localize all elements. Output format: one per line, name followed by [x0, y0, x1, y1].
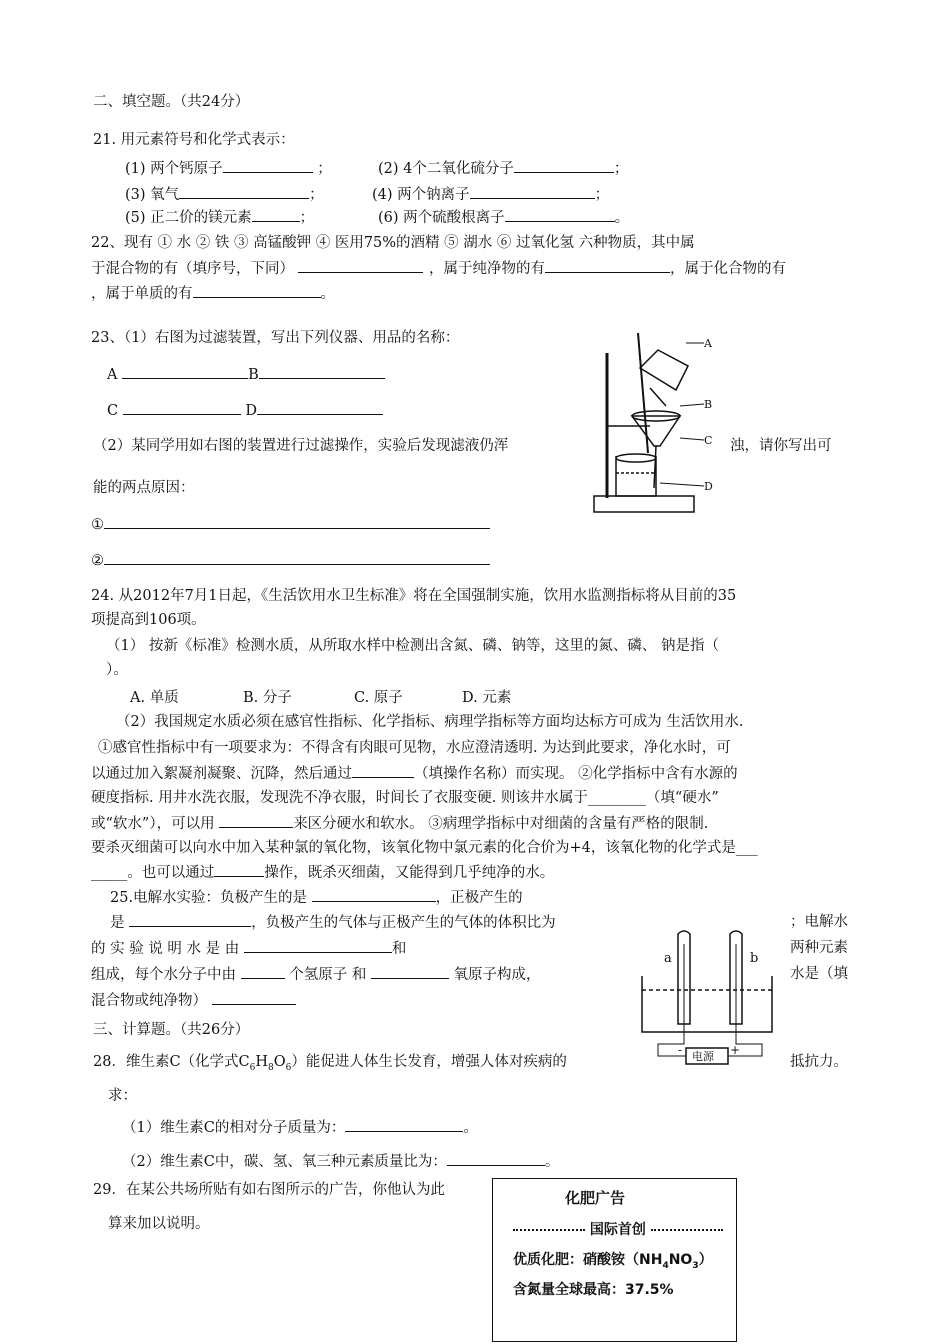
q25-line-2-end: ；电解水 [790, 914, 848, 930]
q24-line-9: 或“软水”），可以用 来区分硬水和软水。 ③病理学指标中对细菌的含量有严格的限制. [91, 813, 708, 834]
dotted-line [651, 1229, 723, 1231]
q25-line-4-end: 水是（填 [790, 966, 848, 982]
q23-part2-cont: 浊，请你写出可 [730, 438, 832, 454]
q24-line-5: （2）我国规定水质必须在感官性指标、化学指标、病理学指标等方面均达标方可成为 生活饮用水. [116, 714, 744, 730]
q24-line-3: （1） 按新《标准》检测水质，从所取水样中检测出含氮、磷、钠等，这里的氮、磷、 钠是指（ [106, 638, 719, 654]
q25-line-4: 组成，每个水分子中由 个氢原子 和 氧原子构成， [91, 964, 541, 985]
plus-sign: + [730, 1043, 741, 1057]
q25-line-3: 的 实 验 说 明 水 是 由 和 [91, 938, 406, 959]
q24-line-4: ）。 [106, 662, 128, 678]
blank[interactable] [179, 184, 309, 199]
q28-part-1: （1）维生素C的相对分子质量为： 。 [122, 1117, 478, 1138]
q21-item-6: (6) 两个硫酸根离子 。 [378, 207, 629, 228]
blank[interactable] [123, 400, 241, 415]
blank[interactable] [212, 990, 296, 1005]
q24-line-7: 以通过加入絮凝剂凝聚、沉降，然后通过 （填操作名称）而实现。 ②化学指标中含有水源的 [91, 763, 738, 784]
label-d: D [704, 480, 713, 493]
blank[interactable] [104, 550, 490, 565]
blank[interactable] [345, 1117, 463, 1132]
q23-part2-end: 能的两点原因： [93, 480, 195, 496]
label-b: b [750, 951, 759, 966]
q28-part-2: （2）维生素C中，碳、氢、氧三种元素质量比为： 。 [122, 1151, 559, 1172]
q24-option-c: C. 原子 [354, 690, 403, 706]
section-title-calculation: 三、计算题。（共26分） [93, 1022, 250, 1038]
q21-item-3: (3) 氧气 ； [125, 184, 324, 205]
filtration-apparatus-figure [588, 328, 718, 523]
power-label: 电源 [692, 1050, 714, 1063]
blank[interactable] [129, 912, 251, 927]
blank[interactable] [470, 184, 595, 199]
q23-row-ab: A B [107, 364, 385, 385]
blank[interactable] [244, 938, 392, 953]
q28-line-2: 求： [108, 1088, 137, 1104]
blank[interactable] [447, 1151, 545, 1166]
ad-claim: 含氮量全球最高：37.5% [513, 1282, 674, 1298]
q25-line-5: 混合物或纯净物） [91, 990, 296, 1011]
ad-slogan-row [513, 1219, 723, 1239]
blank[interactable] [219, 813, 293, 828]
q22-line-2: 于混合物的有（填序号，下同） ，属于纯净物的有 ，属于化合物的有 [91, 258, 786, 279]
dotted-line [513, 1229, 585, 1231]
label-b: B [704, 398, 713, 411]
blank[interactable] [352, 763, 414, 778]
blank[interactable] [505, 207, 615, 222]
q22-line-1: 22、现有 ① 水 ② 铁 ③ 高锰酸钾 ④ 医用75%的酒精 ⑤ 湖水 ⑥ 过氧化氢 六种物质，其中属 [91, 235, 695, 251]
blank[interactable] [122, 364, 248, 379]
q21-item-5: (5) 正二价的镁元素 ； [125, 207, 314, 228]
q23-part2: （2）某同学用如右图的装置进行过滤操作，实验后发现滤液仍浑 [93, 438, 509, 454]
q25-line-1: 25.电解水实验：负极产生的是 ，正极产生的 [110, 887, 523, 908]
q24-line-11: _____。也可以通过 操作，既杀灭细菌，又能得到几乎纯净的水。 [91, 862, 554, 883]
label-c: C [704, 434, 713, 447]
q23-stem: 23、（1）右图为过滤装置，写出下列仪器、用品的名称： [91, 330, 460, 346]
label-a: a [664, 951, 672, 966]
label-a: A [704, 337, 712, 350]
q21-item-4: (4) 两个钠离子 ； [372, 184, 609, 205]
q23-row-cd: C D [107, 400, 383, 421]
ad-title: 化肥广告 [565, 1189, 626, 1207]
q29-line-1: 29．在某公共场所贴有如右图所示的广告，你他认为此 [93, 1182, 445, 1198]
q28-line-1: 28．维生素C（化学式$C_6H_8O_6$）能促进人体生长发育，增强人体对疾病的 [93, 1054, 567, 1073]
q21-item-2: (2) 4个二氧化硫分子 ； [378, 158, 628, 179]
blank[interactable] [104, 514, 490, 529]
blank[interactable] [545, 258, 670, 273]
blank[interactable] [298, 258, 423, 273]
minus-sign: - [678, 1043, 683, 1057]
blank[interactable] [241, 964, 285, 979]
q23-reason-1: ① [91, 514, 490, 535]
blank[interactable] [257, 400, 383, 415]
blank[interactable] [252, 207, 300, 222]
q24-line-8: 硬度指标. 用井水洗衣服，发现洗不净衣服，时间长了衣服变硬. 则该井水属于________（填“硬水” [91, 790, 719, 806]
q25-line-3-end: 两种元素 [790, 940, 848, 956]
blank[interactable] [259, 364, 385, 379]
q24-line-10: 要杀灭细菌可以向水中加入某种氯的氧化物，该氧化物中氯元素的化合价为+4，该氧化物的化学式是___ [91, 840, 758, 856]
ad-slogan: 国际首创 [589, 1222, 646, 1238]
section-title-fill-in: 二、填空题。（共24分） [93, 94, 250, 110]
blank[interactable] [514, 158, 614, 173]
q29-line-2: 算来加以说明。 [108, 1216, 210, 1232]
q21-stem: 21. 用元素符号和化学式表示： [93, 132, 295, 148]
q22-line-3: ，属于单质的有 。 [91, 283, 335, 304]
blank[interactable] [193, 283, 321, 298]
q24-option-d: D. 元素 [462, 690, 512, 706]
q24-line-6: ①感官性指标中有一项要求为：不得含有肉眼可见物，水应澄清透明. 为达到此要求，净化水时，可 [98, 740, 731, 756]
q24-option-a: A. 单质 [130, 690, 179, 706]
q24-option-b: B. 分子 [243, 690, 292, 706]
ad-product: 优质化肥：硝酸铵$(NH_4NO_3)$ [513, 1252, 713, 1271]
electrolysis-apparatus-figure [638, 924, 778, 1066]
q25-line-2: 是 ，负极产生的气体与正极产生的气体的体积比为 [110, 912, 556, 933]
q28-line-1-end: 抵抗力。 [790, 1054, 848, 1070]
q24-line-1: 24. 从2012年7月1日起，《生活饮用水卫生标准》将在全国强制实施，饮用水监测指标将从目前的35 [91, 588, 737, 604]
blank[interactable] [371, 964, 449, 979]
q21-item-1: (1) 两个钙原子 ； [125, 158, 332, 179]
q23-reason-2: ② [91, 550, 490, 571]
blank[interactable] [223, 158, 313, 173]
blank[interactable] [214, 862, 264, 877]
blank[interactable] [312, 887, 436, 902]
fertilizer-ad-box [492, 1178, 737, 1342]
q24-line-2: 项提高到106项。 [91, 612, 206, 628]
